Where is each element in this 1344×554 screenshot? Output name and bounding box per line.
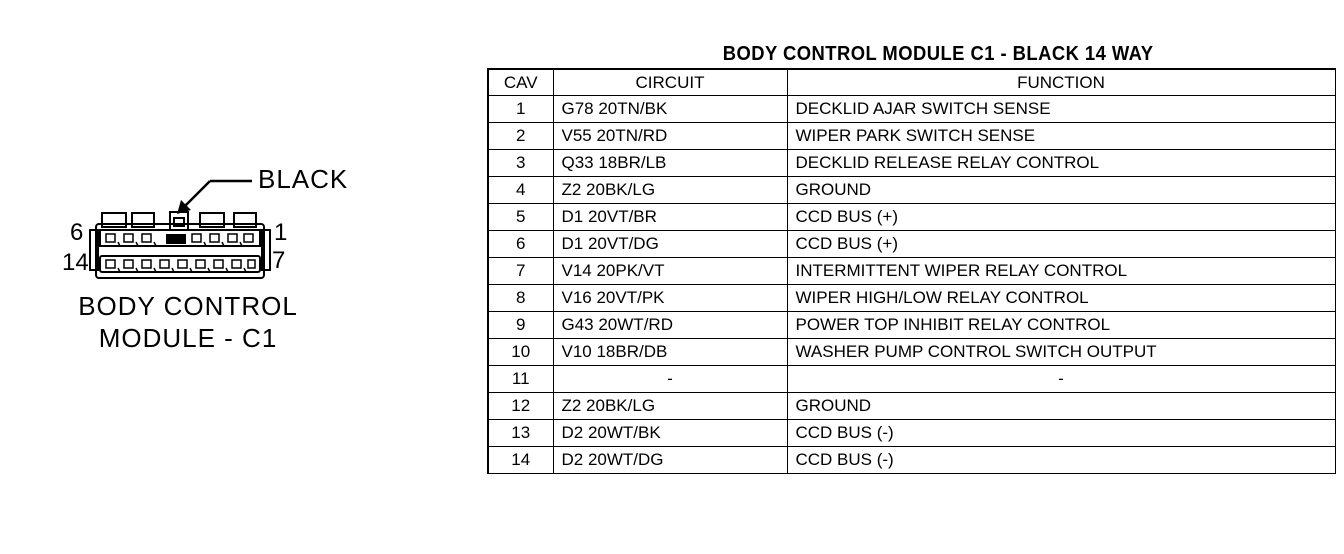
- pin-label-top-right: 1: [274, 219, 288, 246]
- cell-cav: 9: [488, 312, 553, 339]
- cell-circuit: Q33 18BR/LB: [553, 150, 787, 177]
- caption-line-2: MODULE - C1: [98, 323, 278, 353]
- connector-color-label: BLACK: [258, 164, 349, 194]
- cell-circuit: V14 20PK/VT: [553, 258, 787, 285]
- cell-function: INTERMITTENT WIPER RELAY CONTROL: [787, 258, 1335, 285]
- cell-function: CCD BUS (+): [787, 204, 1335, 231]
- connector-caption: [60, 290, 316, 354]
- cell-cav: 2: [488, 123, 553, 150]
- cell-cav: 4: [488, 177, 553, 204]
- table-header-row: [488, 69, 1335, 96]
- cell-cav: 12: [488, 393, 553, 420]
- cell-function: WIPER PARK SWITCH SENSE: [787, 123, 1335, 150]
- table-body: [488, 96, 1335, 474]
- cell-cav: 6: [488, 231, 553, 258]
- cell-circuit: D1 20VT/BR: [553, 204, 787, 231]
- cell-cav: 8: [488, 285, 553, 312]
- cell-cav: 14: [488, 447, 553, 474]
- arrow-icon: [177, 181, 252, 214]
- cell-cav: 7: [488, 258, 553, 285]
- cell-cav: 5: [488, 204, 553, 231]
- cell-circuit: Z2 20BK/LG: [553, 393, 787, 420]
- table-row: [488, 393, 1335, 420]
- table-row: [488, 123, 1335, 150]
- cell-circuit: -: [553, 366, 787, 393]
- cell-function: DECKLID AJAR SWITCH SENSE: [787, 96, 1335, 123]
- cell-cav: 13: [488, 420, 553, 447]
- table-row: [488, 339, 1335, 366]
- header-cav: CAV: [488, 69, 553, 96]
- cell-cav: 1: [488, 96, 553, 123]
- pinout-table: [487, 68, 1336, 474]
- pinout-table-section: [487, 40, 1334, 474]
- cell-function: POWER TOP INHIBIT RELAY CONTROL: [787, 312, 1335, 339]
- cell-function: GROUND: [787, 177, 1335, 204]
- table-row: [488, 177, 1335, 204]
- header-circuit: CIRCUIT: [553, 69, 787, 96]
- cell-function: CCD BUS (-): [787, 447, 1335, 474]
- pin-label-bottom-right: 7: [272, 247, 286, 274]
- cell-function: -: [787, 366, 1335, 393]
- table-row: [488, 366, 1335, 393]
- table-row: [488, 258, 1335, 285]
- cell-function: WIPER HIGH/LOW RELAY CONTROL: [787, 285, 1335, 312]
- cell-circuit: D2 20WT/DG: [553, 447, 787, 474]
- cell-circuit: Z2 20BK/LG: [553, 177, 787, 204]
- table-row: [488, 312, 1335, 339]
- caption-line-1: BODY CONTROL: [78, 291, 298, 321]
- latch-lock: [166, 234, 186, 244]
- cell-cav: 10: [488, 339, 553, 366]
- table-row: [488, 96, 1335, 123]
- header-function: FUNCTION: [787, 69, 1335, 96]
- cell-circuit: G43 20WT/RD: [553, 312, 787, 339]
- cell-circuit: D1 20VT/DG: [553, 231, 787, 258]
- cell-function: GROUND: [787, 393, 1335, 420]
- cell-circuit: V16 20VT/PK: [553, 285, 787, 312]
- cell-function: CCD BUS (-): [787, 420, 1335, 447]
- table-row: [488, 150, 1335, 177]
- table-row: [488, 231, 1335, 258]
- cell-function: DECKLID RELEASE RELAY CONTROL: [787, 150, 1335, 177]
- pin-label-bottom-left: 14: [62, 249, 89, 276]
- cell-circuit: D2 20WT/BK: [553, 420, 787, 447]
- cell-circuit: G78 20TN/BK: [553, 96, 787, 123]
- cell-function: CCD BUS (+): [787, 231, 1335, 258]
- table-title: BODY CONTROL MODULE C1 - BLACK 14 WAY: [722, 43, 1154, 65]
- table-row: [488, 447, 1335, 474]
- cell-function: WASHER PUMP CONTROL SWITCH OUTPUT: [787, 339, 1335, 366]
- cell-cav: 11: [488, 366, 553, 393]
- cell-circuit: V10 18BR/DB: [553, 339, 787, 366]
- table-row: [488, 204, 1335, 231]
- table-row: [488, 420, 1335, 447]
- pin-label-top-left: 6: [70, 219, 84, 246]
- connector-diagram: [40, 150, 380, 370]
- cell-circuit: V55 20TN/RD: [553, 123, 787, 150]
- table-row: [488, 285, 1335, 312]
- cell-cav: 3: [488, 150, 553, 177]
